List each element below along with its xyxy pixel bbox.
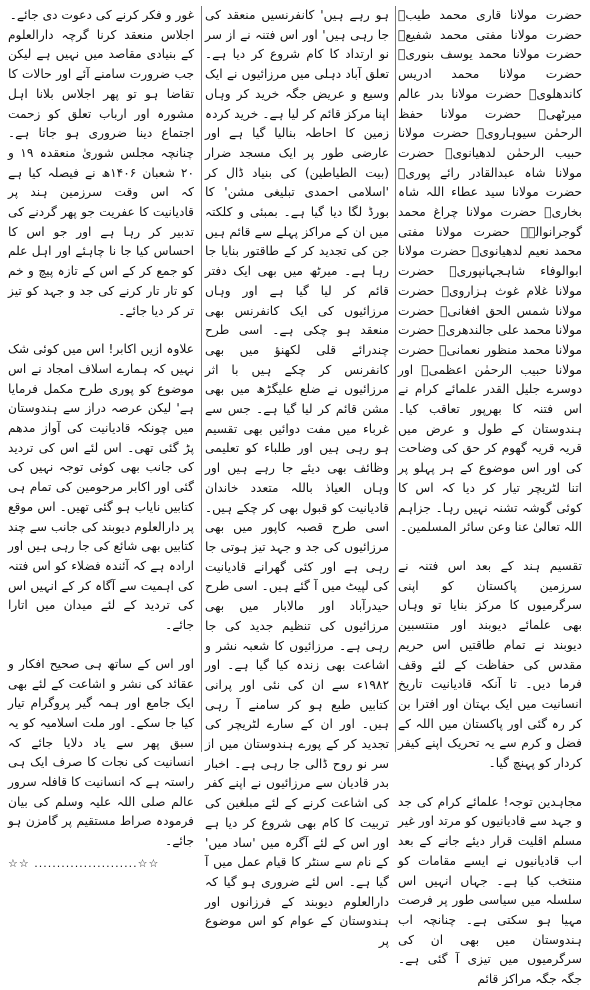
paragraph: حضرت مولانا قاری محمد طیبؒ حضرت مولانا مفتی محمد شفیعؒ حضرت مولانا محمد یوسف بنوریؒ حضرت مولانا محمد ادریس کاندھلویؒ حضرت مولانا بدر عالم میرٹھیؒ حضرت مولانا حفظ الرحمٰن سیوہارویؒ حضرت مولانا حبیب الرحمٰن لدھیانویؒ حضرت مولانا شاہ عبدالقادر رائے پوریؒ حضرت مولانا سید عطاء اللہ شاہ بخاریؒ حضرت مولانا چراغ محمد گوجرانوالہؒ حضرت مولانا مفتی محمد نعیم لدھیانویؒ حضرت مولانا ابوالوفاء شاہجہانپوریؒ حضرت مولانا غلام غوث ہزارویؒ حضرت مولانا شمس الحق افغانیؒ حضرت مولانا محمد علی جالندھریؒ حضرت مولانا محمد منظور نعمانیؒ حضرت مولانا حبیب الرحمٰن اعظمیؒ اور دوسرے جلیل القدر علمائے کرام نے اس فتنہ کا بھرپور تعاقب کیا۔ ہندوستان کے طول و عرض میں قریہ قریہ گھوم کر حق کی وضاحت کی اور اس موضوع کے ہر پہلو پر اتنا لٹریچر تیار کر دیا کہ اس کا کوئی گوشہ تشنہ نہیں رہا۔ جزاہم اللہ تعالیٰ عنا وعن سائر المسلمین۔ xyxy=(398,8,582,535)
paragraph: مجاہدین توجہ! علمائے کرام کی جد و جہد سے قادیانیوں کو مرتد اور غیر مسلم اقلیت قرار دیئے جانے کے بعد اب قادیانیوں نے ایسے مقامات کو منتخب کیا ہے۔ جہاں انہیں اس سلسلہ میں سیاسی طور پر فرصت مہیا ہو سکتی ہے۔ چنانچہ اب ہندوستان میں بھی ان کی سرگرمیوں میں تیزی آ گئی ہے۔ جگہ جگہ مراکز قائم xyxy=(398,794,582,987)
column-divider xyxy=(395,6,396,752)
paragraph: تقسیم ہند کے بعد اس فتنہ نے سرزمین پاکستان کو اپنی سرگرمیوں کا مرکز بنایا تو وہاں بھی علمائے دیوبند اور منتسبین دیوبند نے تمام طاقتیں اس حریم مقدس کی حفاظت کے لئے وقف فرما دیں۔ تا آنکہ قادیانیت تاریخ انسانیت میں ایک بہتان اور افترا بن کر رہ گئی اور پاکستان میں اللہ کے فضل و کرم سے یہ تحریک اپنے کیفر کردار کو پہنچ گیا۔ xyxy=(398,558,582,771)
end-ornament: ☆☆ .......................☆☆ xyxy=(8,856,160,870)
paragraph: ہو رہے ہیں' کانفرنسیں منعقد کی جا رہی ہیں' اور اس فتنہ نے از سر نو ارتداد کا کام شروع کر دیا ہے۔ تعلق آباد دہلی میں مرزائیوں نے ایک وسیع و عریض جگہ خرید کر وہاں اپنا مرکز قائم کر لیا ہے۔ خرید کردہ زمین کا احاطہ بنالیا گیا ہے اور عارضی طور پر ایک مسجد ضرار (بیت الطیاطین) کی بنیاد ڈال کر 'اسلامی احمدی تبلیغی مشن' کا بورڈ لگا دیا گیا ہے۔ بمبئی و کلکتہ میں ان کے مراکز پہلے سے قائم ہیں جن کی تجدید کر کے طاقتور بنایا جا رہا ہے۔ میرٹھ میں بھی ایک دفتر قائم کر لیا گیا ہے اور وہاں مرزائیوں کی ایک کانفرنس بھی منعقد ہو چکی ہے۔ اسی طرح چندرائے قلی لکھنؤ میں بھی کانفرنس کر چکے ہیں با اثر مرزائیوں نے ضلع علیگڑھ میں بھی مشن قائم کر لیا گیا ہے۔ جس سے غرباء میں مفت دوائیں بھی تقسیم ہو رہی ہیں اور طلباء کو تعلیمی وظائف بھی دیئے جا رہے ہیں اور وہاں العیاذ باللہ متعدد خاندان قادیانیت کو قبول بھی کر چکے ہیں۔ اسی طرح قصبہ کاپور میں بھی مرزائیوں کی جد و جہد تیز ہوتی جا رہی ہے اور کئی گھرانے قادیانیت کی لپیٹ میں آ گئے ہیں۔ اسی طرح حیدرآباد اور مالابار میں بھی مرزائیوں کی تنظیم جدید کی جا رہی ہے۔ مرزائیوں کا شعبہ نشر و اشاعت بھی زندہ کیا گیا ہے۔ اور ۱۹۸۲ء سے ان کی نئی اور پرانی کتابیں طبع ہو کر سامنے آ رہی ہیں۔ اور ان کے سارے لٹریچر کی تجدید کر کے پورے ہندوستان میں از سر نو روح ڈالی جا رہی ہے۔ اخبار بدر قادیان سے مرزائیوں نے اپنے کفر کی اشاعت کرنے کے لئے مبلغین کی تربیت کا کام بھی شروع کر دیا ہے اور اس کے لئے آگرہ میں 'ساد میں' کے نام سے سنٹر کا قیام عمل میں آ گیا ہے۔ اس لئے ضروری ہو گیا کہ دارالعلوم دیوبند کے فرزانوں اور ہندوستان کے عوام کو اس موضوع پر xyxy=(205,8,389,949)
column-right xyxy=(398,6,582,987)
paragraph: علاوہ ازیں اکابر! اس میں کوئی شک نہیں کہ ہمارے اسلاف امجاد نے اس موضوع کو پوری طرح مکمل فرمایا ہے' لیکن عرصہ دراز سے ہندوستان میں چونکہ قادیانیت کی آواز مدھم پڑ گئی تھی۔ اس لئے اس کی تردید کی جانب بھی کوئی توجہ نہیں کی گئی اور اکابر مرحومین کی تمام ہی کتابیں نایاب ہو گئی تھیں۔ اس موقع پر دارالعلوم دیوبند کی جانب سے چند کتابیں بھی شائع کی جا رہی ہیں اور ارادہ ہے کہ آئندہ فضلاء کو اس فتنہ کی اہمیت سے آگاہ کر کے انہیں اس کی تردید کے لئے میدان میں اتارا جائے۔ xyxy=(8,342,194,633)
paragraph: غور و فکر کرنے کی دعوت دی جائے۔ xyxy=(9,8,194,22)
column-middle xyxy=(205,6,389,949)
column-divider xyxy=(201,6,202,752)
paragraph: اور اس کے ساتھ ہی صحیح افکار و عقائد کی نشر و اشاعت کے لئے بھی ایک جامع اور ہمہ گیر پروگرام تیار کیا جا سکے۔ اور ملت اسلامیہ کو یہ سبق پھر سے یاد دلایا جائے کہ انسانیت کی نجات کا صرف ایک ہی راستہ ہے کہ انسانیت کا قافلہ سرور عالم صلی اللہ علیہ وسلم کی بیان فرمودہ صراط مستقیم پر گامزن ہو جائے۔ xyxy=(8,656,194,849)
column-left xyxy=(8,6,195,870)
paragraph: اجلاس منعقد کرنا گرچہ دارالعلوم کے بنیادی مقاصد میں نہیں ہے لیکن جب ضرورت سامنے آئے اور حالات کا تقاضا ہو تو پھر اجلاس بلانا اہل مشورہ اور ارباب تعلق کو زحمت اجتماع دینا ضروری ہو جاتا ہے۔ چنانچہ مجلس شوریٰ منعقدہ ۱۹ و ۲۰ شعبان ۱۴۰۶ھ نے فیصلہ کیا ہے کہ اس وقت سرزمین ہند پر قادیانیت کا عفریت جو پھر گردنے کی تدبیر کر رہا ہے اور جو اس کا احساس کیا جا نا چاہئے اور اہل علم کو جمع کر کے اس کے تازہ پیچ و خم کو تار تار کرنے کی جد و جہد کو تیز تر کر دیا جائے۔ xyxy=(8,27,195,318)
